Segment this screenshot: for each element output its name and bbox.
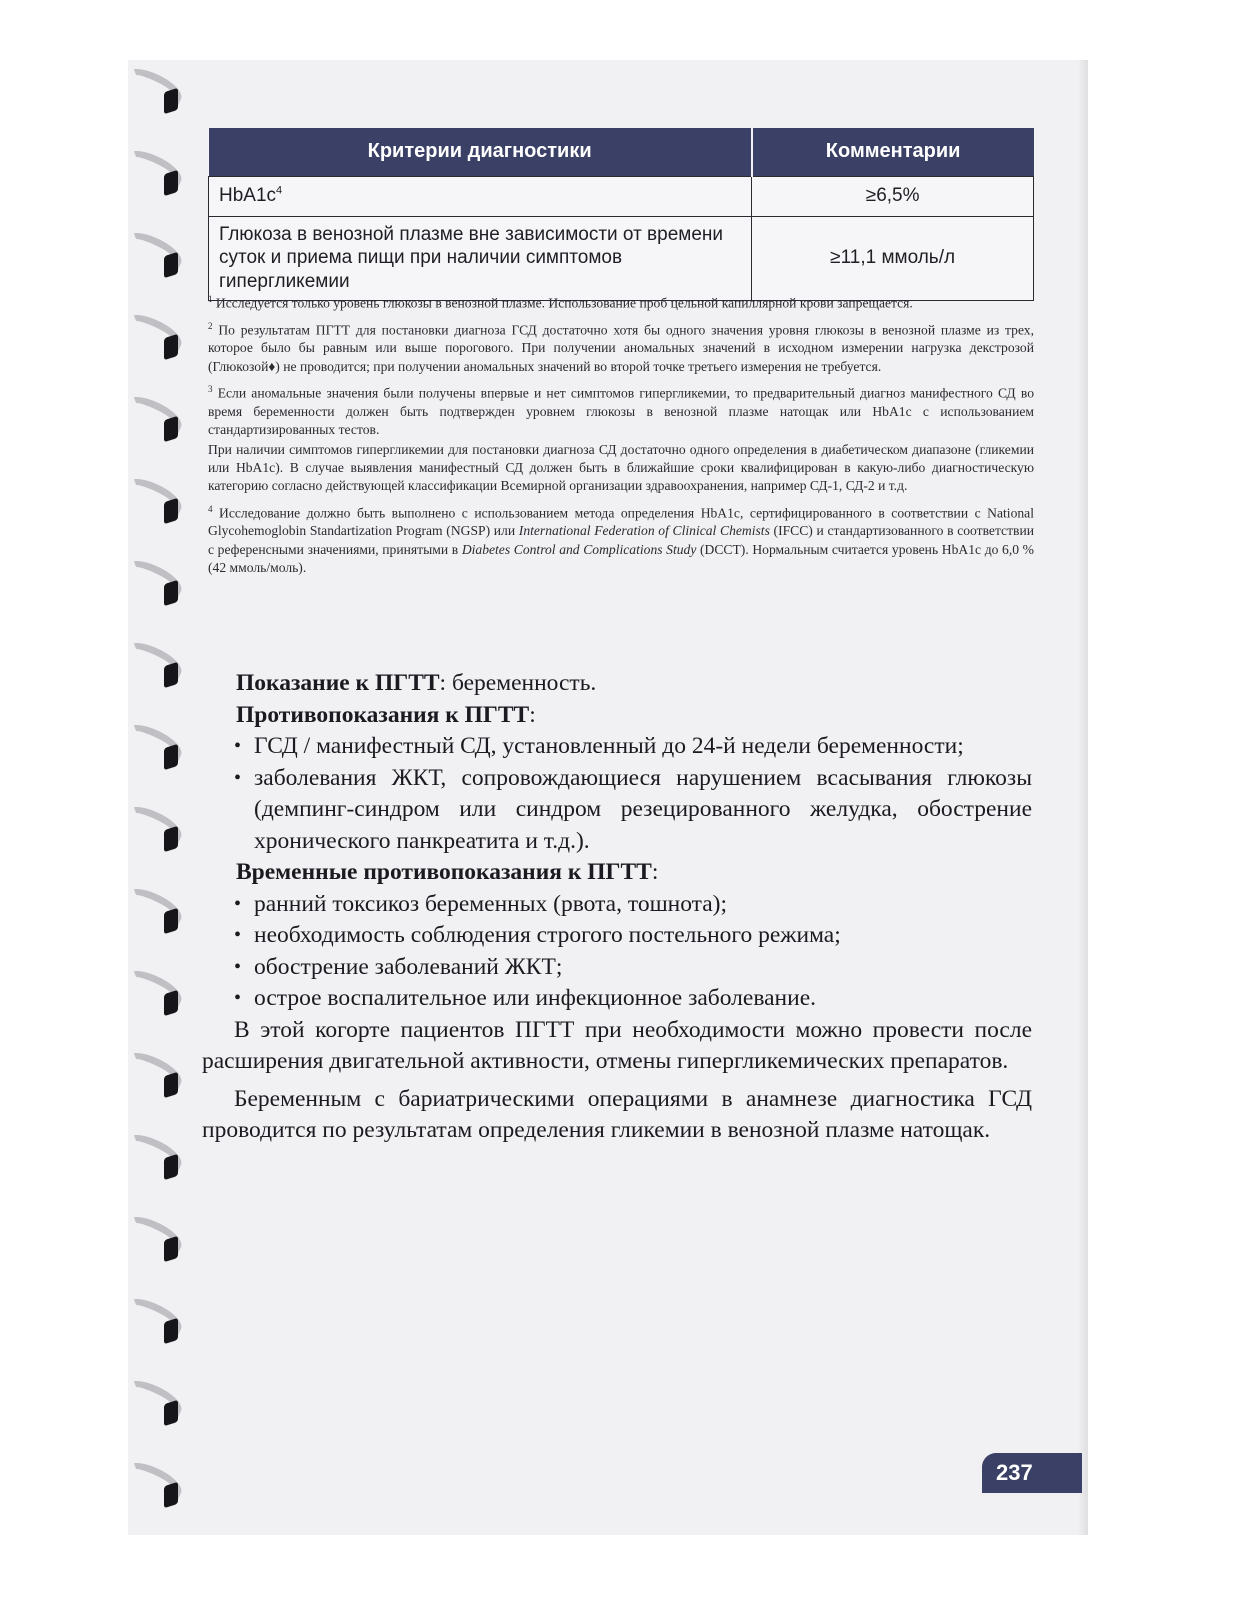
list-item: • необходимость соблюдения строгого постельного режима;	[234, 920, 1032, 952]
table-row	[209, 176, 1034, 216]
list-item: • ГСД / манифестный СД, установленный до 24-й недели беременности;	[234, 731, 1032, 763]
comment-cell: ≥11,1 ммоль/л	[752, 216, 1034, 300]
table-header-row	[209, 128, 1034, 176]
spiral-binding	[118, 60, 208, 1535]
footnote-2: $^2$ По результатам ПГТТ для постановки диагноза ГСД достаточно хотя бы одного значения уровня глюкозы в венозной плазме из трех, которое было бы равным или выше порогового. При получении аномальных значений в исходном измерении нагрузка декстрозой (Глюкозой♦) не проводится; при получении аномальных значений во второй точке третьего измерения не требуется.	[208, 320, 1034, 374]
spiral-coil	[118, 642, 196, 700]
page-number-tab: 237	[982, 1453, 1082, 1493]
header-comments: Комментарии	[752, 128, 1034, 176]
spiral-coil	[118, 232, 196, 290]
list-item: • острое воспалительное или инфекционное заболевание.	[234, 983, 1032, 1015]
criterion-cell	[209, 176, 752, 216]
paragraph-bariatric: Беременным с бариатрическими операциями в анамнезе диагностика ГСД проводится по результатам определения гликемии в венозной плазме натощак.	[202, 1085, 1032, 1143]
footnote-3-continued: При наличии симптомов гипергликемии для постановки диагноза СД достаточно одного определения в диабетическом диапазоне (гликемии или HbA1c). В случае выявления манифестный СД должен быть в ближайшие сроки квалифицирован в какую-либо диагностическую категорию согласно действующей классификации Всемирной организации здравоохранения, например СД-1, СД-2 и т.д.	[208, 442, 1034, 494]
criterion-text: HbA1c	[219, 185, 277, 207]
spiral-coil	[118, 724, 196, 782]
list-item: • заболевания ЖКТ, сопровождающиеся нарушением всасывания глюкозы (демпинг-синдром или синдром резецированного желудка, обострение хронического панкреатита и т.д.).	[234, 763, 1032, 858]
contraindications-list	[202, 731, 1032, 857]
main-text	[202, 668, 1032, 1147]
spiral-coil	[118, 150, 196, 208]
spiral-coil	[118, 806, 196, 864]
list-item: • ранний токсикоз беременных (рвота, тошнота);	[234, 889, 1032, 921]
table-row	[209, 216, 1034, 300]
comment-cell: ≥6,5%	[752, 176, 1034, 216]
footnote-4: $^4$ Исследование должно быть выполнено с использованием метода определения HbA1c, сертифицированного в соответствии с National Glycohemoglobin Standartization Program (NGSP) или International Federation of Clinical Chemists (IFCC) и стандартизованного в соответствии с референсными значениями, принятыми в Diabetes Control and Complications Study (DCCT). Нормальным считается уровень HbA1c до 6,0 % (42 ммоль/моль).	[208, 503, 1035, 575]
spiral-coil	[118, 396, 196, 454]
footnote-1: $^1$ Исследуется только уровень глюкозы в венозной плазме. Использование проб цельной капиллярной крови запрещается.	[208, 294, 913, 311]
footnotes	[208, 290, 1034, 581]
footnote-ref: 4	[276, 184, 283, 197]
spiral-coil	[118, 1216, 196, 1274]
criterion-text: Глюкоза в венозной плазме вне зависимости от времени суток и приема пищи при наличии симптомов гипергликемии	[219, 223, 724, 292]
spiral-coil	[118, 68, 196, 126]
spiral-coil	[118, 1380, 196, 1438]
spiral-coil	[118, 560, 196, 618]
spiral-coil	[118, 1298, 196, 1356]
spiral-coil	[118, 478, 196, 536]
temporary-contraindications-heading: Временные противопоказания к ПГТТ:	[236, 859, 659, 885]
spiral-coil	[118, 1462, 196, 1520]
paragraph-cohort: В этой когорте пациентов ПГТТ при необходимости можно провести после расширения двигательной активности, отмены гипергликемических препаратов.	[202, 1016, 1032, 1074]
spiral-coil	[118, 314, 196, 372]
header-criteria: Критерии диагностики	[209, 128, 752, 176]
list-item: • обострение заболеваний ЖКТ;	[234, 952, 1032, 984]
contraindications-heading: Противопоказания к ПГТТ:	[236, 701, 536, 728]
criterion-cell	[209, 216, 752, 300]
footnote-3: $^3$ Если аномальные значения были получены впервые и нет симптомов гипергликемии, то предварительный диагноз манифестного СД во время беременности должен быть подтвержден уровнем глюкозы в венозной плазме натощак или HbA1c с использованием стандартизированных тестов.	[208, 383, 1035, 437]
spiral-coil	[118, 1052, 196, 1110]
diagnostic-criteria-table	[208, 128, 1034, 301]
spiral-coil	[118, 970, 196, 1028]
temporary-contraindications-list	[202, 889, 1032, 1015]
spiral-coil	[118, 888, 196, 946]
indication-heading: Показание к ПГТТ: беременность.	[236, 670, 597, 696]
spiral-coil	[118, 1134, 196, 1192]
